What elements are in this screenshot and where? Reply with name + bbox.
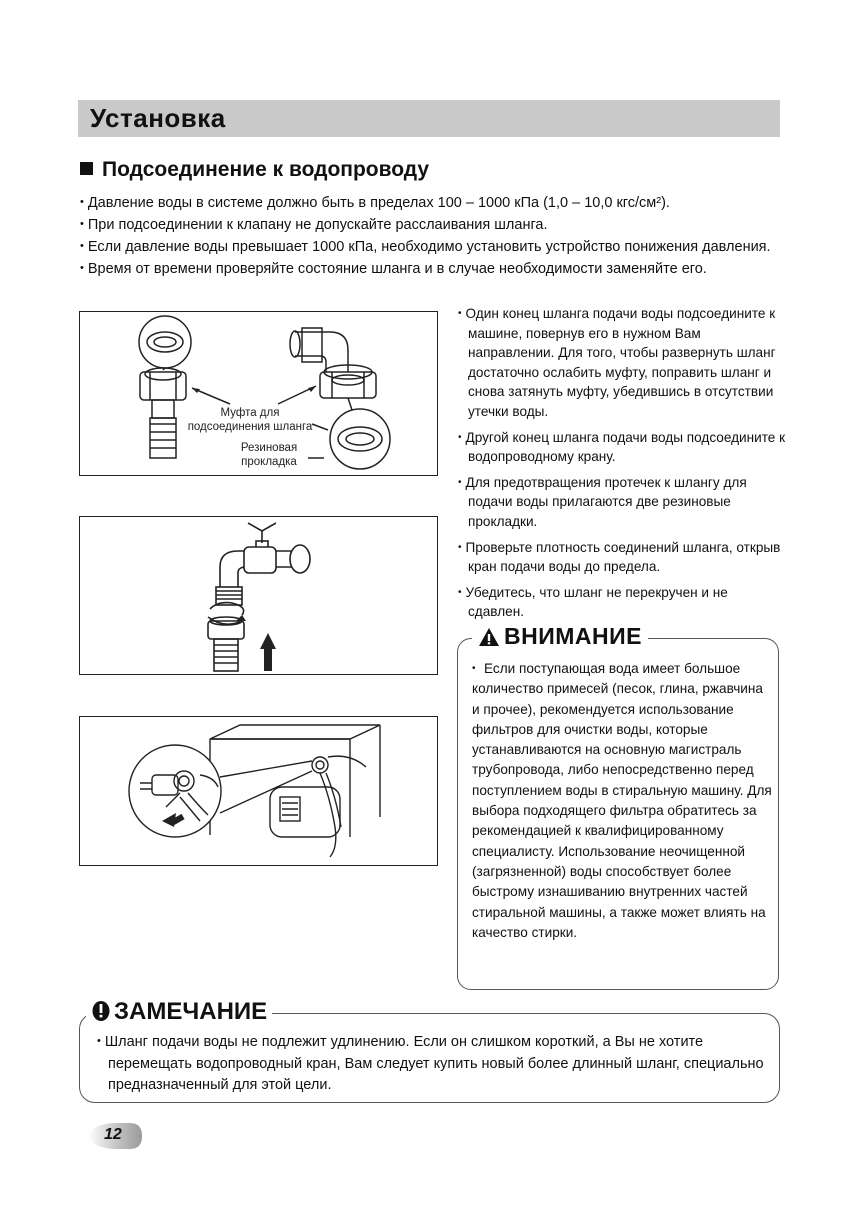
caution-paragraph: Если поступающая вода имеет большое количество примесей (песок, глина, ржавчина и прочее), рекомендуется использование фильтров для очистки воды, которые устанавливаются на основную магистраль трубопровода, либо непосредственно перед поступлением воды в стиральную машину. Для выбора подходящего фильтра обратитесь за рекомендацией к квалифицированному специалисту. Использование неочищенной (загрязненной) воды способствует более быстрому изнашиванию внутренних частей стиральной машины, а также может влиять на качество стирки. [472, 661, 772, 940]
list-item: • Давление воды в системе должно быть в пределах 100 – 1000 кПа (1,0 – 10,0 кгс/см²). [78, 192, 778, 214]
caution-title: ВНИМАНИЕ [504, 623, 643, 649]
page-title: Установка [90, 103, 226, 133]
list-item: • Если давление воды превышает 1000 кПа, необходимо установить устройство понижения давления. [78, 236, 778, 258]
caution-heading [472, 621, 648, 651]
section-heading [80, 158, 429, 182]
page-number: 12 [104, 1126, 122, 1143]
list-item: • Другой конец шланга подачи воды подсоедините к водопроводному крану. [456, 428, 786, 467]
machine-connection-illustration [80, 717, 437, 865]
tap-connection-illustration [80, 517, 437, 674]
list-item: • Для предотвращения протечек к шлангу для подачи воды прилагаются две резиновые прокладки. [456, 473, 786, 532]
caution-box [457, 623, 779, 990]
gasket-label: Резиновая прокладка [240, 442, 298, 468]
square-bullet-icon [80, 162, 93, 175]
caution-text: • Если поступающая вода имеет большое количество примесей (песок, глина, ржавчина и прочее), рекомендуется использование фильтров для очистки воды, которые устанавливаются на основную магистраль трубопровода, либо непосредственно перед поступлением воды в стиральную машину. Для выбора подходящего фильтра обратитесь за рекомендацией к квалифицированному специалисту. Использование неочищенной (загрязненной) воды способствует более быстрому изнашиванию внутренних частей стиральной машины, а также может влиять на качество стирки. [472, 661, 772, 940]
exclamation-icon [91, 1000, 111, 1022]
hose-coupling-figure [79, 311, 438, 476]
section-title: Подсоединение к водопроводу [102, 158, 430, 181]
note-title: ЗАМЕЧАНИЕ [114, 998, 268, 1025]
note-text: • Шланг подачи воды не подлежит удлинению. Если он слишком короткий, а Вы не хотите перемещать водопроводный кран, Вам следует купить новый более длинный шланг, специально предназначенный для этой цели. [96, 1031, 780, 1097]
page-header [78, 100, 780, 137]
note-heading [86, 997, 272, 1027]
machine-connection-figure [79, 716, 438, 866]
list-item: • При подсоединении к клапану не допускайте расслаивания шланга. [78, 214, 778, 236]
tap-connection-figure [79, 516, 438, 675]
list-item: • Проверьте плотность соединений шланга, открыв кран подачи воды до предела. [456, 538, 786, 577]
list-item: • Один конец шланга подачи воды подсоедините к машине, повернув его в нужном Вам направлении. Для того, чтобы развернуть шланг достаточно ослабить муфту, поправить шланг и снова затянуть муфту, убедившись в отсутствии утечки воды. [456, 304, 786, 422]
installation-steps [456, 304, 786, 628]
page-number-badge [86, 1121, 144, 1151]
note-box [79, 998, 780, 1103]
warning-triangle-icon [478, 627, 500, 647]
list-item: • Время от времени проверяйте состояние шланга и в случае необходимости заменяйте его. [78, 258, 778, 280]
coupling-label: Муфта для подсоединения шланга [187, 407, 313, 433]
list-item: • Убедитесь, что шланг не перекручен и не сдавлен. [456, 583, 786, 622]
intro-list [78, 192, 778, 280]
